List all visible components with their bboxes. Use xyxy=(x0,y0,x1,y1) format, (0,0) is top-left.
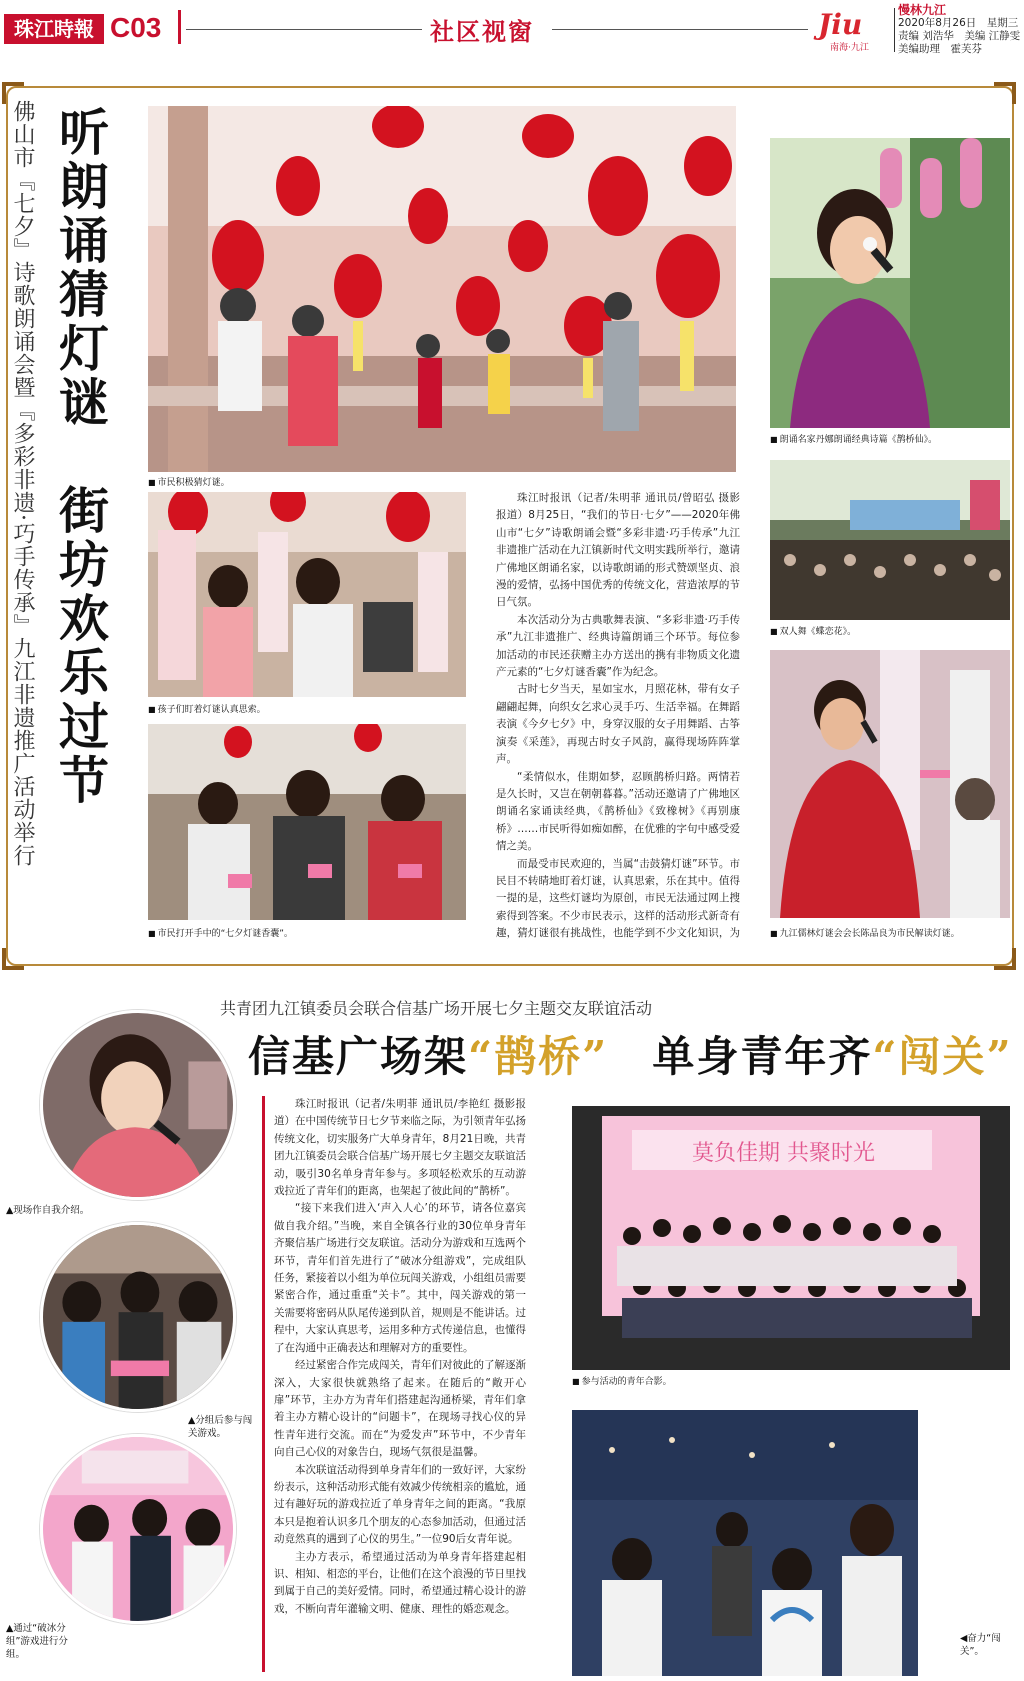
frame-corner-bl xyxy=(2,948,24,970)
article2-paragraph: “接下来我们进入‘声入人心’的环节，请各位嘉宾做自我介绍。”当晚，来自全镇各行业的30位单身青年齐聚信基广场进行交友联谊。活动分为游戏和互选两个环节，青年们首先进行了“破冰分组游戏”，完成组队任务，紧接着以小组为单位玩闯关游戏，小组组员需要紧密合作，通过重重“关卡”。其中，闯关游戏的第一关需要将密码从队尾传递到队首，规则是不能讲话。过程中，大家认真思考，运用多种方式传递信息，也懂得了在沟通中正确表达和理解对方的重要性。 xyxy=(274,1202,526,1354)
article2-subtitle: 共青团九江镇委员会联合信基广场开展七夕主题交友联谊活动 xyxy=(220,999,653,1018)
frame-corner-tr xyxy=(994,82,1016,104)
photo-dance xyxy=(770,460,1010,620)
article1-body xyxy=(496,490,740,940)
caption-groups: ▲分组后参与闯关游戏。 xyxy=(188,1415,253,1439)
caption-sachets: ■ 市民打开手中的“七夕灯谜香囊”。 xyxy=(148,926,293,939)
section-title: 社区视窗 xyxy=(430,18,534,46)
assistant-credits: 美编助理 霍芙芬 xyxy=(898,43,982,55)
article2-title-highlight: “闯关” xyxy=(872,1032,1013,1081)
editor-credits: 责编 刘浩华 美编 江静雯 xyxy=(898,30,1021,42)
article2-title-part: 信基广场架 xyxy=(248,1032,469,1081)
page-number: C03 xyxy=(110,12,162,43)
banner-text: 莫负佳期 共聚时光 xyxy=(692,1141,875,1166)
article1-paragraph: 本次活动分为古典歌舞表演、“多彩非遗·巧手传承”九江非遗推广、经典诗篇朗诵三个环节。每位参加活动的市民还获赠主办方送出的携有非物质文化遗产元素的“七夕灯谜香囊”作为纪念。 xyxy=(496,613,740,679)
header-rule-right xyxy=(552,29,808,30)
article1-subhead: 佛山市『七夕』诗歌朗诵会暨『多彩非遗·巧手传承』九江非遗推广活动举行 xyxy=(10,100,35,867)
photo-groups-circle xyxy=(40,1222,236,1412)
article2-title-part: 单身青年齐 xyxy=(608,1032,873,1081)
town-logo xyxy=(818,8,890,52)
logo-mark: Jiu xyxy=(818,8,863,41)
photo-lantern-pavilion xyxy=(148,106,736,472)
article2-paragraph: 本次联谊活动得到单身青年们的一致好评，大家纷纷表示，这种活动形式能有效减少传统相亲的尴尬，通过有趣好玩的游戏拉近了单身青年之间的距离。“我原本只是抱着认识多几个朋友的心态参加活动，但通过活动竟然真的遇到了心仪的男生。”一位90后女青年说。 xyxy=(274,1463,526,1546)
issue-date: 2020年8月26日 星期三 xyxy=(898,17,1019,29)
article1-paragraph: 古时七夕当天，星如宝水，月照花林，带有女子翩翩起舞，向织女乞求心灵手巧、生活幸福。在舞蹈表演《今夕七夕》中，身穿汉服的女子用舞蹈、古筝演奏《采莲》，再现古时女子风韵，赢得现场阵阵掌声。 xyxy=(496,683,740,766)
photo-sachets xyxy=(148,724,466,920)
article1-paragraph: 珠江时报讯（记者/朱明菲 通讯员/曾昭弘 摄影报道）8月25日，“我们的节日·七夕”——2020年佛山市“七夕”诗歌朗诵会暨“多彩非遗·巧手传承”九江非遗推广活动在九江镇新时代文明实践所举行，邀请广佛地区朗诵名家，以诗歌朗诵的形式赞颂坚贞、浪漫的爱情，弘扬中国优秀的传统文化，营造浓厚的节日气氛。 xyxy=(496,492,740,609)
article2-paragraph: 珠江时报讯（记者/朱明菲 通讯员/李艳红 摄影报道）在中国传统节日七夕节来临之际，为引领青年弘扬传统文化，切实服务广大单身青年，8月21日晚，共青团九江镇委员会联合信基广场开展七夕主题交友联谊活动，吸引30名单身青年参与。多项轻松欢乐的互动游戏拉近了青年们的距离，也架起了彼此间的“鹊桥”。 xyxy=(274,1098,526,1198)
frame-corner-br xyxy=(994,948,1016,970)
photo-effort xyxy=(572,1410,918,1676)
article1-paragraph: “柔情似水，佳期如梦，忍顾鹊桥归路。两情若是久长时，又岂在朝朝暮暮。”活动还邀请了广佛地区朗诵名家诵读经典，《鹊桥仙》《致橡树》《再别康桥》……市民听得如痴如醉，在优雅的字句中感受爱情之美。 xyxy=(496,770,740,853)
article2-title xyxy=(248,1024,1013,1084)
caption-kids: ■ 孩子们盯着灯谜认真思索。 xyxy=(148,702,266,715)
newspaper-masthead: 珠江時報 xyxy=(4,14,104,44)
article2-title-highlight: “鹊桥” xyxy=(468,1032,609,1081)
caption-icebreak: ▲通过“破冰分组”游戏进行分组。 xyxy=(6,1623,68,1660)
caption-speaker: ■ 九江儒林灯谜会会长陈品良为市民解读灯谜。 xyxy=(770,926,960,939)
article2-body xyxy=(274,1096,526,1674)
article2-paragraph: 主办方表示，希望通过活动为单身青年搭建起相识、相知、相恋的平台，让他们在这个浪漫的节日里找到属于自己的美好爱情。同时，希望通过精心设计的游戏，不断向青年灌输文明、健康、理性的婚恋观念。 xyxy=(274,1550,526,1615)
caption-intro: ▲现场作自我介绍。 xyxy=(6,1205,90,1216)
article2-left-rule xyxy=(262,1096,265,1672)
photo-speaker xyxy=(770,650,1010,918)
article1-headline: 听朗诵猜灯谜 街坊欢乐过节 xyxy=(51,106,110,808)
page-header xyxy=(0,0,1024,56)
header-divider xyxy=(178,10,181,44)
caption-singer: ■ 朗诵名家丹娜朗诵经典诗篇《鹊桥仙》。 xyxy=(770,432,937,445)
photo-intro-circle xyxy=(40,1010,236,1200)
logo-divider xyxy=(894,8,895,52)
photo-icebreak-circle xyxy=(40,1434,236,1624)
photo-kids xyxy=(148,492,466,697)
article1-paragraph: 而最受市民欢迎的，当属“击鼓猜灯谜”环节。市民目不转睛地盯着灯谜，认真思索，乐在其中。值得一提的是，这些灯谜均为原创，市民无法通过网上搜索得到答案。不少市民表示，这样的活动形式新奇有趣，猜灯谜很有挑战性，也能学到不少文化知识，为 xyxy=(496,857,740,940)
caption-effort: ◀奋力“闯关”。 xyxy=(960,1633,1001,1657)
caption-lanterns: ■ 市民积极猜灯谜。 xyxy=(148,475,230,488)
article2-paragraph: 经过紧密合作完成闯关，青年们对彼此的了解逐渐深入，大家很快就熟络了起来。在随后的“敞开心扉”环节，主办方为青年们搭建起沟通桥梁，青年们拿着主办方精心设计的“问题卡”，在现场寻找心仪的异性青年进行交流。而在“为爱发声”环节中，不少青年向自己心仪的对象告白，现场气氛很是温馨。 xyxy=(274,1359,526,1459)
issue-info xyxy=(898,4,1020,56)
header-rule-left xyxy=(186,29,422,30)
photo-group xyxy=(572,1106,1010,1370)
caption-group-photo: ■ 参与活动的青年合影。 xyxy=(572,1374,672,1387)
brand-slogan: 慢林九江 xyxy=(898,3,947,17)
caption-dance: ■ 双人舞《蝶恋花》。 xyxy=(770,624,856,637)
photo-singer xyxy=(770,138,1010,428)
logo-subtext: 南海·九江 xyxy=(830,43,869,53)
